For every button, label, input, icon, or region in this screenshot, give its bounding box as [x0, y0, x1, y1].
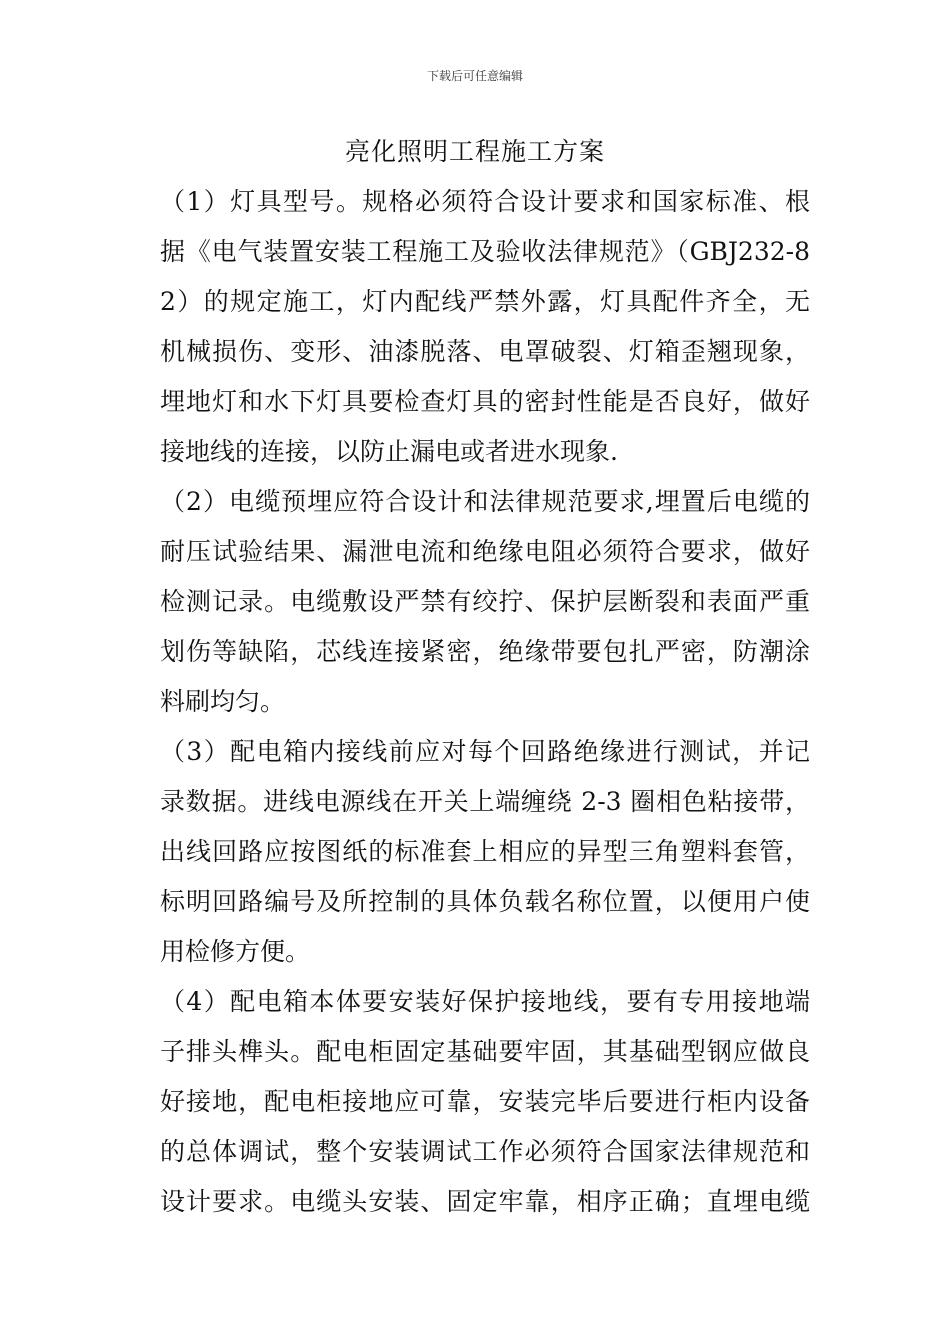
body-line: 2）的规定施工，灯内配线严禁外露，灯具配件齐全，无 [160, 287, 810, 316]
document-title: 亮化照明工程施工方案 [344, 137, 605, 166]
body-line: 设计要求。电缆头安装、固定牢靠，相序正确；直埋电缆 [160, 1187, 810, 1216]
body-line: （1）灯具型号。规格必须符合设计要求和国家标准、根 [160, 187, 810, 216]
page-header-note: 下载后可任意编辑 [426, 69, 523, 83]
body-line: 用检修方便。 [160, 937, 311, 966]
body-line: 的总体调试，整个安装调试工作必须符合国家法律规范和 [160, 1137, 810, 1166]
body-line: 标明回路编号及所控制的具体负载名称位置，以便用户使 [160, 887, 810, 916]
body-line: 料刷均匀。 [160, 687, 286, 716]
body-line: （4）配电箱本体要安装好保护接地线，要有专用接地端 [160, 987, 810, 1016]
body-line: 录数据。进线电源线在开关上端缠绕 2-3 圈相色粘接带， [160, 787, 810, 816]
body-line: （2）电缆预埋应符合设计和法律规范要求,埋置后电缆的 [160, 487, 810, 516]
body-line: 接地线的连接，以防止漏电或者进水现象. [160, 437, 618, 466]
body-line: 机械损伤、变形、油漆脱落、电罩破裂、灯箱歪翘现象， [160, 337, 810, 366]
body-line: 埋地灯和水下灯具要检查灯具的密封性能是否良好，做好 [160, 387, 810, 416]
body-line: 子排头榫头。配电柜固定基础要牢固，其基础型钢应做良 [160, 1037, 810, 1066]
body-line: 检测记录。电缆敷设严禁有绞拧、保护层断裂和表面严重 [160, 587, 810, 616]
body-line: 出线回路应按图纸的标准套上相应的异型三角塑料套管， [160, 837, 810, 866]
body-line: 耐压试验结果、漏泄电流和绝缘电阻必须符合要求，做好 [160, 537, 810, 566]
body-line: 划伤等缺陷，芯线连接紧密，绝缘带要包扎严密，防潮涂 [160, 637, 810, 666]
body-line: （3）配电箱内接线前应对每个回路绝缘进行测试，并记 [160, 737, 810, 766]
body-line: 好接地，配电柜接地应可靠，安装完毕后要进行柜内设备 [160, 1087, 810, 1116]
body-line: 据《电气装置安装工程施工及验收法律规范》（GBJ232-8 [160, 237, 810, 266]
